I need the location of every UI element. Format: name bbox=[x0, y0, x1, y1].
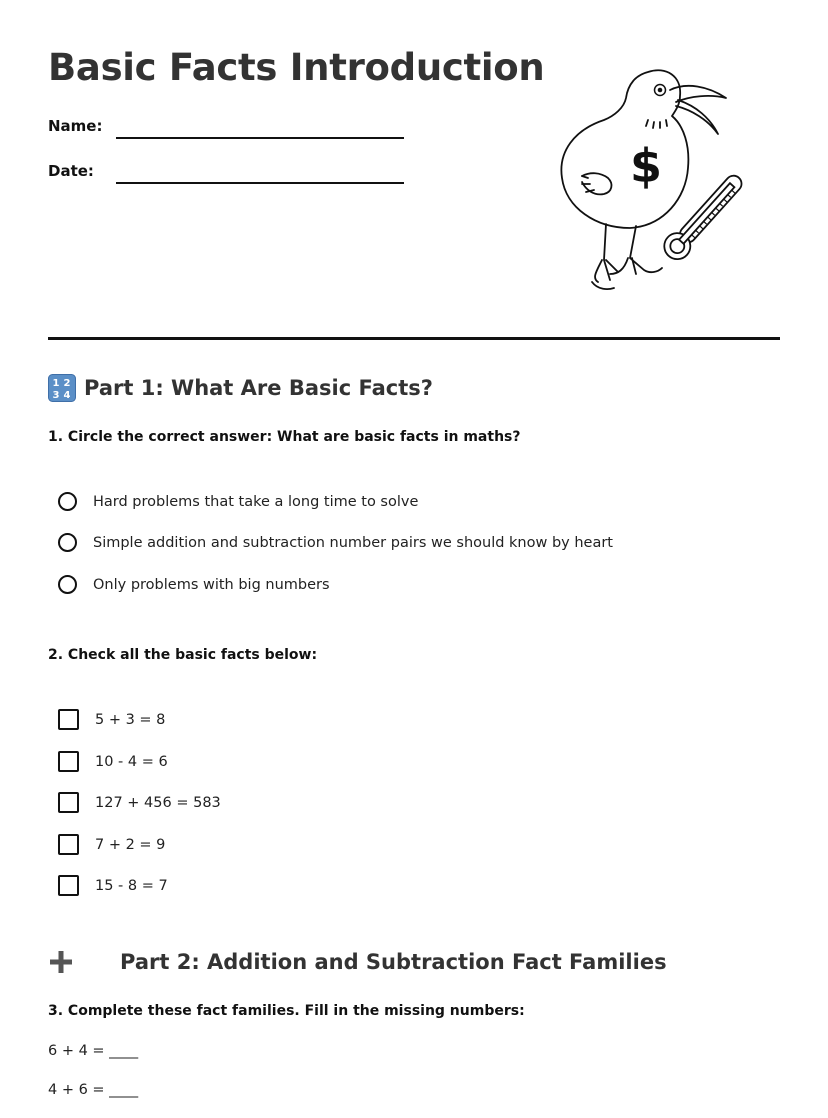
answer-option-label: Only problems with big numbers bbox=[93, 576, 330, 593]
answer-option-label: Hard problems that take a long time to solve bbox=[93, 493, 419, 510]
fact-family-equation[interactable]: 6 + 4 = ____ bbox=[48, 1043, 139, 1059]
question-1-prompt: 1. Circle the correct answer: What are basic facts in maths? bbox=[48, 429, 521, 445]
svg-text:4: 4 bbox=[63, 390, 71, 401]
worksheet-title: Basic Facts Introduction bbox=[48, 46, 545, 89]
thermometer-icon bbox=[659, 169, 748, 264]
part1-title: Part 1: What Are Basic Facts? bbox=[84, 376, 433, 400]
dollar-sign-icon: $ bbox=[629, 139, 663, 193]
part2-title: Part 2: Addition and Subtraction Fact Families bbox=[120, 950, 667, 974]
kiwi-mascot-image bbox=[548, 60, 748, 295]
radio-circle[interactable] bbox=[58, 492, 77, 511]
question-2-prompt: 2. Check all the basic facts below: bbox=[48, 647, 318, 663]
question-3-prompt: 3. Complete these fact families. Fill in the missing numbers: bbox=[48, 1003, 525, 1019]
numbers-icon bbox=[48, 374, 76, 402]
fact-label: 15 - 8 = 7 bbox=[95, 877, 168, 894]
part1-heading bbox=[48, 374, 433, 402]
fact-label: 127 + 456 = 583 bbox=[95, 794, 221, 811]
radio-circle[interactable] bbox=[58, 533, 77, 552]
checkbox[interactable] bbox=[58, 834, 79, 855]
checkbox[interactable] bbox=[58, 792, 79, 813]
name-line[interactable] bbox=[116, 137, 404, 139]
section-divider bbox=[48, 337, 780, 340]
part2-heading bbox=[48, 949, 667, 975]
answer-option[interactable] bbox=[58, 575, 330, 594]
svg-text:3: 3 bbox=[52, 390, 60, 401]
svg-text:1: 1 bbox=[52, 378, 60, 389]
fact-family-equation[interactable]: 4 + 6 = ____ bbox=[48, 1082, 139, 1098]
date-line[interactable] bbox=[116, 182, 404, 184]
answer-option[interactable] bbox=[58, 492, 418, 511]
date-label: Date: bbox=[48, 162, 94, 180]
answer-option[interactable] bbox=[58, 533, 613, 552]
fact-checkbox-item[interactable] bbox=[58, 792, 221, 813]
checkbox[interactable] bbox=[58, 875, 79, 896]
answer-option-label: Simple addition and subtraction number pairs we should know by heart bbox=[93, 534, 613, 551]
fact-label: 10 - 4 = 6 bbox=[95, 753, 168, 770]
checkbox[interactable] bbox=[58, 751, 79, 772]
svg-text:2: 2 bbox=[63, 378, 71, 389]
name-label: Name: bbox=[48, 117, 103, 135]
fact-checkbox-item[interactable] bbox=[58, 834, 165, 855]
fact-checkbox-item[interactable] bbox=[58, 709, 165, 730]
checkbox[interactable] bbox=[58, 709, 79, 730]
fact-checkbox-item[interactable] bbox=[58, 875, 168, 896]
fact-label: 7 + 2 = 9 bbox=[95, 836, 166, 853]
fact-label: 5 + 3 = 8 bbox=[95, 711, 166, 728]
fact-checkbox-item[interactable] bbox=[58, 751, 168, 772]
radio-circle[interactable] bbox=[58, 575, 77, 594]
